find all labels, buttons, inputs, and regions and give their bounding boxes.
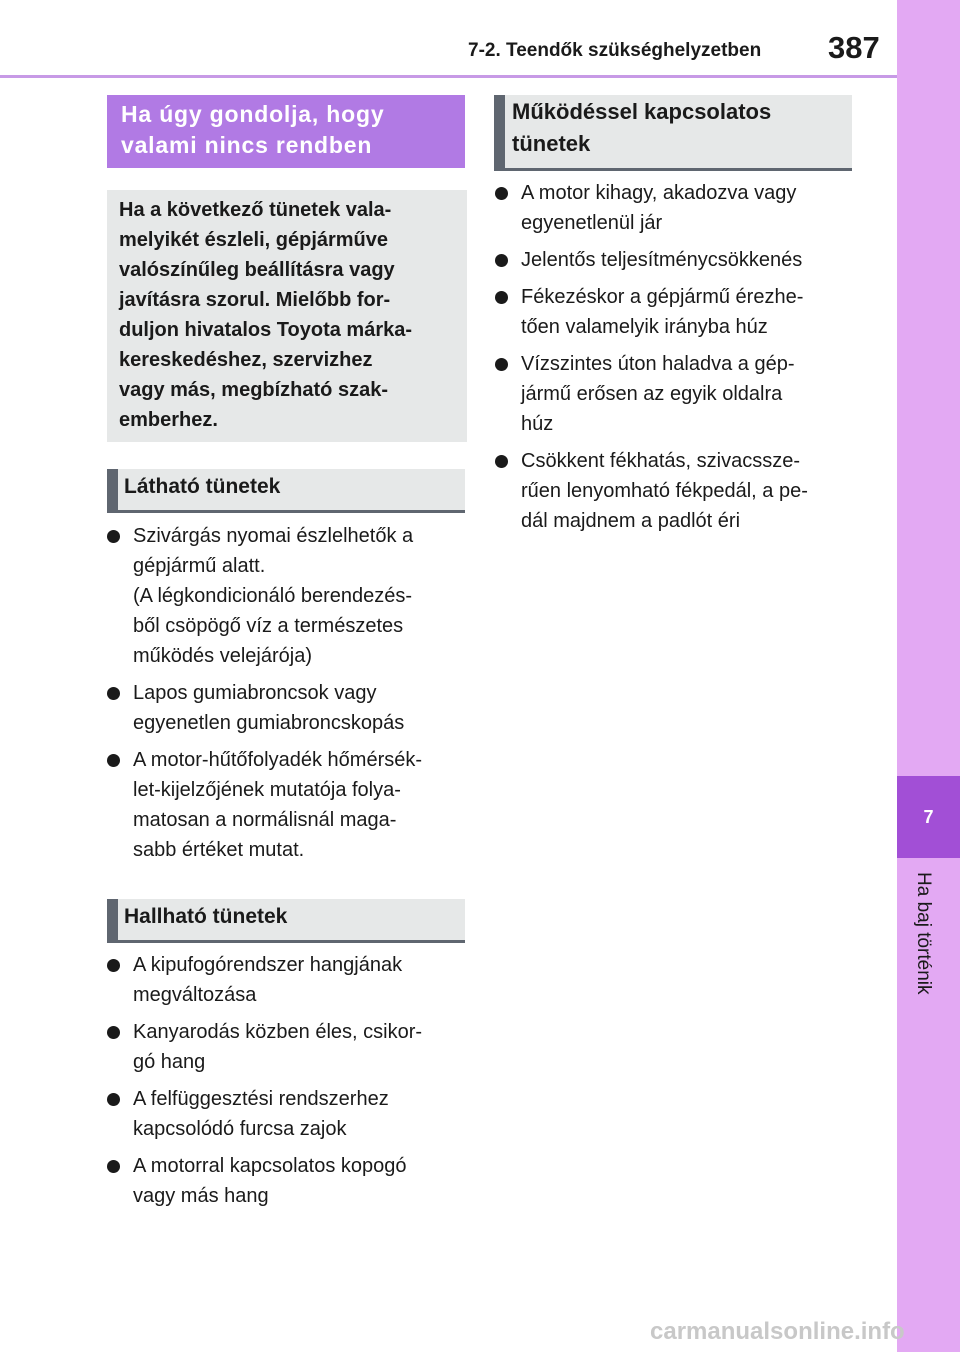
- bullet-icon: [495, 291, 508, 304]
- list-item: [107, 745, 477, 865]
- list-item-text: Lapos gumiabroncsok vagy egyenetlen gumiabroncskopás: [133, 682, 405, 734]
- bullet-icon: [107, 1026, 120, 1039]
- bullet-icon: [107, 754, 120, 767]
- list-item: [107, 950, 477, 1010]
- bullet-icon: [107, 687, 120, 700]
- section-heading-audible: Hallható tünetek: [107, 899, 465, 943]
- list-item: [107, 1151, 477, 1211]
- chapter-number-badge: 7: [897, 776, 960, 858]
- list-item: [107, 1017, 477, 1077]
- section-heading-visible: Látható tünetek: [107, 469, 465, 513]
- main-heading: Ha úgy gondolja, hogy valami nincs rendben: [107, 95, 465, 168]
- bullet-icon: [107, 530, 120, 543]
- bullet-icon: [495, 455, 508, 468]
- bullet-icon: [107, 959, 120, 972]
- list-item-text: Csökkent fékhatás, szivacssze- rűen lenyomható fékpedál, a pe- dál majdnem a padlót éri: [521, 450, 808, 532]
- bullet-icon: [495, 187, 508, 200]
- bullet-icon: [495, 358, 508, 371]
- list-item-text: Szivárgás nyomai észlelhetők a gépjármű alatt. (A légkondicionáló berendezés- ből csöpögő víz a természetes működés velejárója): [133, 525, 414, 667]
- list-item: [495, 282, 865, 342]
- bullet-icon: [107, 1093, 120, 1106]
- header-rule: [0, 75, 897, 78]
- chapter-label: Ha baj történik: [913, 872, 934, 995]
- list-item: [495, 178, 865, 238]
- bullet-icon: [495, 254, 508, 267]
- list-item-text: Fékezéskor a gépjármű érezhe- tően valamelyik irányba húz: [521, 286, 804, 338]
- list-item-text: A kipufogórendszer hangjának megváltozása: [133, 954, 403, 1006]
- visible-symptoms-list: [107, 521, 477, 872]
- list-item-text: A motor-hűtőfolyadék hőmérsék- let-kijelzőjének mutatója folya- matosan a normálisnál maga- sabb értéket mutat.: [133, 749, 423, 861]
- list-item-text: Vízszintes úton haladva a gép- jármű erősen az egyik oldalra húz: [521, 353, 795, 435]
- side-tab: [897, 0, 960, 1352]
- list-item-text: A motorral kapcsolatos kopogó vagy más hang: [133, 1155, 407, 1207]
- bullet-icon: [107, 1160, 120, 1173]
- section-heading-operation: Működéssel kapcsolatos tünetek: [494, 95, 852, 171]
- audible-symptoms-list: [107, 950, 477, 1218]
- list-item-text: Kanyarodás közben éles, csikor- gó hang: [133, 1021, 423, 1073]
- watermark: carmanualsonline.info: [650, 1318, 905, 1345]
- list-item: [495, 349, 865, 439]
- list-item: [107, 678, 477, 738]
- list-item-text: Jelentős teljesítménycsökkenés: [521, 249, 803, 271]
- page-number: 387: [828, 30, 880, 65]
- operation-symptoms-list: [495, 178, 865, 543]
- list-item-text: A felfüggesztési rendszerhez kapcsolódó furcsa zajok: [133, 1088, 389, 1140]
- list-item: [107, 521, 477, 671]
- list-item: [495, 245, 865, 275]
- intro-box: Ha a következő tünetek vala- melyikét észleli, gépjárműve valószínűleg beállításra vagy javításra szorul. Mielőbb for- duljon hivatalos Toyota márka- kereskedéshez, szervizhez vagy más, megbízható szak- emberhez.: [107, 190, 467, 442]
- list-item: [495, 446, 865, 536]
- list-item-text: A motor kihagy, akadozva vagy egyenetlenül jár: [521, 182, 797, 234]
- list-item: [107, 1084, 477, 1144]
- section-title: 7-2. Teendők szükséghelyzetben: [468, 40, 762, 61]
